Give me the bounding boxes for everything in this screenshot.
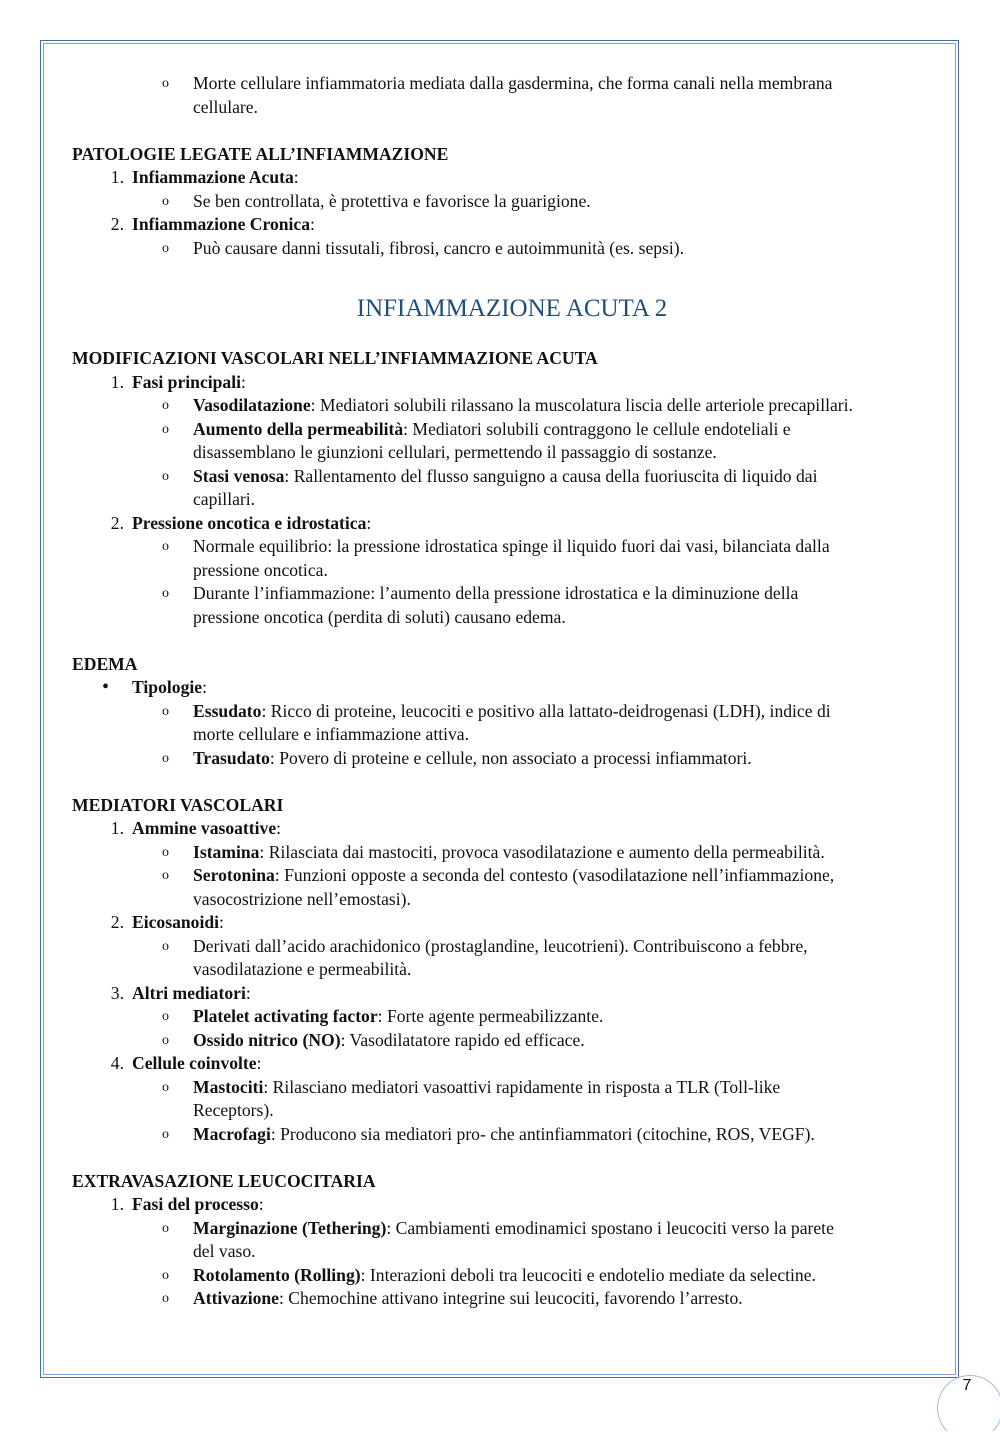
list-item-continuation: vasodilatazione e permeabilità. bbox=[193, 959, 412, 979]
section-title: INFIAMMAZIONE ACUTA 2 bbox=[356, 295, 668, 322]
list-item: 1. Fasi del processo: bbox=[110, 1194, 264, 1214]
page-number: 7 bbox=[962, 1377, 972, 1394]
list-item-continuation: del vaso. bbox=[193, 1241, 256, 1261]
document-body bbox=[72, 72, 952, 1311]
list-item: o Ossido nitrico (NO): Vasodilatatore rapido ed efficace. bbox=[162, 1029, 585, 1050]
list-item: 4. Cellule coinvolte: bbox=[110, 1053, 262, 1073]
list-item: 2. Infiammazione Cronica: bbox=[110, 214, 315, 234]
list-item-continuation: disassemblano le giunzioni cellulari, permettendo il passaggio di sostanze. bbox=[193, 442, 717, 462]
section-heading-mediatori: MEDIATORI VASCOLARI bbox=[72, 794, 284, 815]
section-heading-patologie: PATOLOGIE LEGATE ALL’INFIAMMAZIONE bbox=[72, 143, 449, 164]
list-item: o Essudato: Ricco di proteine, leucociti e positivo alla lattato-deidrogenasi (LDH), indice di bbox=[162, 700, 831, 721]
list-item-continuation: morte cellulare e infiammazione attiva. bbox=[193, 724, 469, 744]
list-item-continuation: vasocostrizione nell’emostasi). bbox=[193, 888, 411, 909]
list-item: o Mastociti: Rilasciano mediatori vasoattivi rapidamente in risposta a TLR (Toll-like bbox=[162, 1076, 781, 1097]
list-item: 3. Altri mediatori: bbox=[110, 982, 251, 1003]
section-heading-modificazioni: MODIFICAZIONI VASCOLARI NELL’INFIAMMAZIONE ACUTA bbox=[72, 348, 598, 368]
list-item: o Stasi venosa: Rallentamento del flusso sanguigno a causa della fuoriuscita di liquido dai bbox=[162, 465, 818, 486]
list-item-continuation: pressione oncotica. bbox=[193, 559, 328, 580]
list-item: o Se ben controllata, è protettiva e favorisce la guarigione. bbox=[162, 190, 591, 211]
list-item: 1. Fasi principali: bbox=[110, 371, 246, 392]
list-item: 1. Infiammazione Acuta: bbox=[110, 167, 299, 187]
list-item: o Vasodilatazione: Mediatori solubili rilassano la muscolatura liscia delle arteriole precapillari. bbox=[162, 395, 853, 415]
list-item: o Attivazione: Chemochine attivano integrine sui leucociti, favorendo l’arresto. bbox=[162, 1288, 743, 1308]
section-heading-edema: EDEMA bbox=[72, 653, 138, 674]
list-item: o Aumento della permeabilità: Mediatori solubili contraggono le cellule endoteliali e bbox=[162, 418, 791, 439]
list-item: o Rotolamento (Rolling): Interazioni deboli tra leucociti e endotelio mediate da selectine. bbox=[162, 1264, 816, 1285]
list-item-continuation: capillari. bbox=[193, 489, 256, 509]
list-item: o Platelet activating factor: Forte agente permeabilizzante. bbox=[162, 1006, 604, 1026]
list-item-continuation: Receptors). bbox=[193, 1100, 274, 1120]
list-item: 2. Pressione oncotica e idrostatica: bbox=[110, 512, 372, 533]
list-item: 2. Eicosanoidi: bbox=[110, 912, 224, 932]
section-heading-extravasazione: EXTRAVASAZIONE LEUCOCITARIA bbox=[72, 1170, 376, 1191]
list-item: o Marginazione (Tethering): Cambiamenti emodinamici spostano i leucociti verso la parete bbox=[162, 1217, 834, 1238]
list-item: o Serotonina: Funzioni opposte a seconda del contesto (vasodilatazione nell’infiammazione, bbox=[162, 865, 835, 885]
list-item: o Normale equilibrio: la pressione idrostatica spinge il liquido fuori dai vasi, bilanciata dalla bbox=[162, 536, 830, 556]
list-item: o Macrofagi: Producono sia mediatori pro- che antinfiammatori (citochine, ROS, VEGF). bbox=[162, 1123, 815, 1144]
list-item-continuation: cellulare. bbox=[193, 96, 258, 117]
list-item: o Può causare danni tissutali, fibrosi, cancro e autoimmunità (es. sepsi). bbox=[162, 237, 685, 258]
list-item: o Morte cellulare infiammatoria mediata dalla gasdermina, che forma canali nella membrana bbox=[162, 73, 833, 93]
list-item: o Durante l’infiammazione: l’aumento della pressione idrostatica e la diminuzione della bbox=[162, 583, 799, 603]
list-item: o Derivati dall’acido arachidonico (prostaglandine, leucotrieni). Contribuiscono a febbre, bbox=[162, 935, 808, 956]
list-item: o Trasudato: Povero di proteine e cellule, non associato a processi infiammatori. bbox=[162, 747, 752, 768]
list-item: • Tipologie: bbox=[102, 676, 207, 698]
list-item-continuation: pressione oncotica (perdita di soluti) causano edema. bbox=[193, 606, 566, 627]
list-item: 1. Ammine vasoattive: bbox=[110, 818, 282, 838]
list-item: o Istamina: Rilasciata dai mastociti, provoca vasodilatazione e aumento della permeabilità. bbox=[162, 841, 825, 862]
